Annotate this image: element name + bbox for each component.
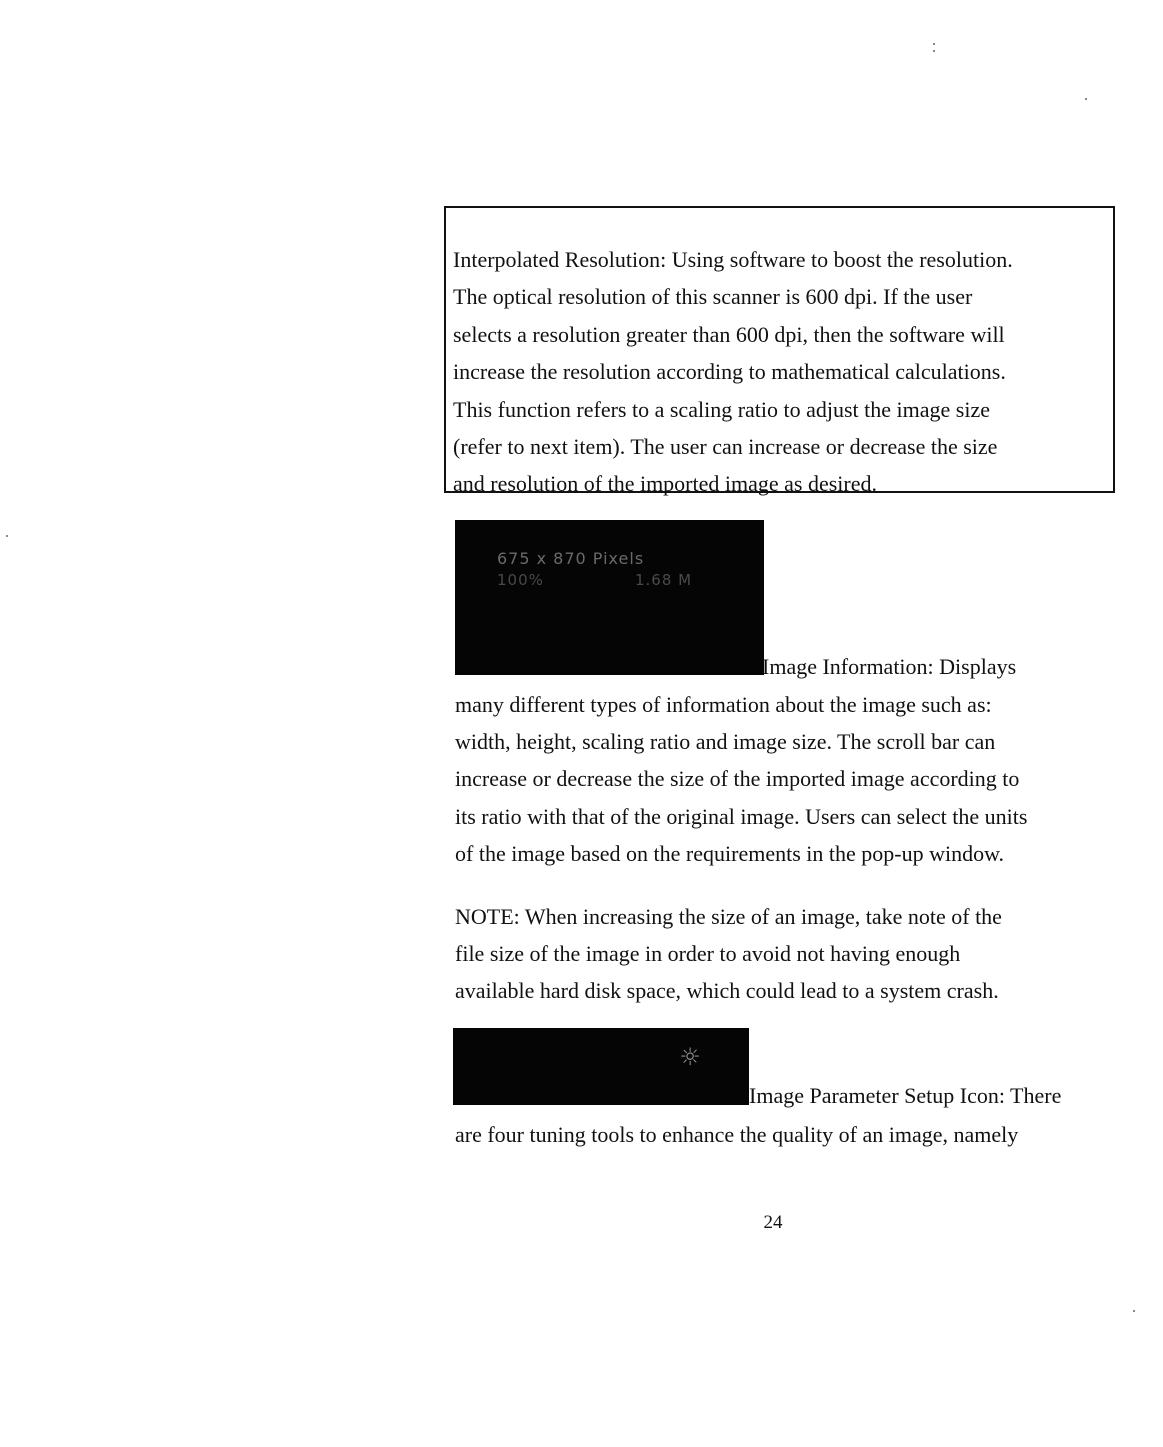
note-text (455, 898, 1130, 1010)
image-parameter-text (455, 1116, 1130, 1153)
image-parameter-thumbnail (453, 1028, 749, 1105)
text-line: selects a resolution greater than 600 dpi, then the software will (453, 321, 1005, 347)
text-line: and resolution of the imported image as desired. (453, 471, 877, 497)
text-line: many different types of information about the image such as: (455, 692, 992, 717)
gear-icon: ☼ (679, 1043, 701, 1071)
page-number: 24 (763, 1212, 783, 1233)
text-line: This function refers to a scaling ratio to adjust the image size (453, 396, 991, 422)
text-line: file size of the image in order to avoid not having enough (455, 941, 961, 967)
text-line: of the image based on the requirements in the pop-up window. (455, 840, 1005, 866)
interpolated-resolution-box (444, 206, 1115, 497)
text-line: its ratio with that of the original image. Users can select the units (455, 803, 1028, 829)
scan-speck (1085, 98, 1087, 100)
text-line: Interpolated Resolution: Using software to boost the resolution. (453, 247, 1013, 272)
image-parameter-heading: Image Parameter Setup Icon: There (749, 1083, 1062, 1108)
scan-speck (933, 50, 935, 52)
text-line: NOTE: When increasing the size of an image, take note of the (455, 904, 1002, 929)
image-information-text (455, 686, 1130, 872)
text-line: increase or decrease the size of the imported image according to (455, 766, 1020, 792)
scan-speck (1133, 1310, 1135, 1312)
text-line: The optical resolution of this scanner is 600 dpi. If the user (453, 284, 973, 310)
image-information-thumbnail (455, 520, 764, 675)
scan-speck (6, 535, 8, 537)
text-line: (refer to next item). The user can increase or decrease the size (453, 434, 998, 460)
scaling-percent-label: 100% (497, 571, 544, 589)
image-information-heading: Image Information: Displays (762, 654, 1017, 679)
interpolated-resolution-text (453, 241, 1103, 503)
text-line: available hard disk space, which could lead to a system crash. (455, 978, 999, 1004)
scan-speck (933, 43, 935, 45)
file-size-label: 1.68 M (635, 571, 693, 589)
text-line: increase the resolution according to mathematical calculations. (453, 359, 1006, 385)
text-line: width, height, scaling ratio and image size. The scroll bar can (455, 729, 996, 755)
text-line: are four tuning tools to enhance the quality of an image, namely (455, 1122, 1019, 1147)
pixel-dimensions-label: 675 x 870 Pixels (497, 549, 645, 568)
